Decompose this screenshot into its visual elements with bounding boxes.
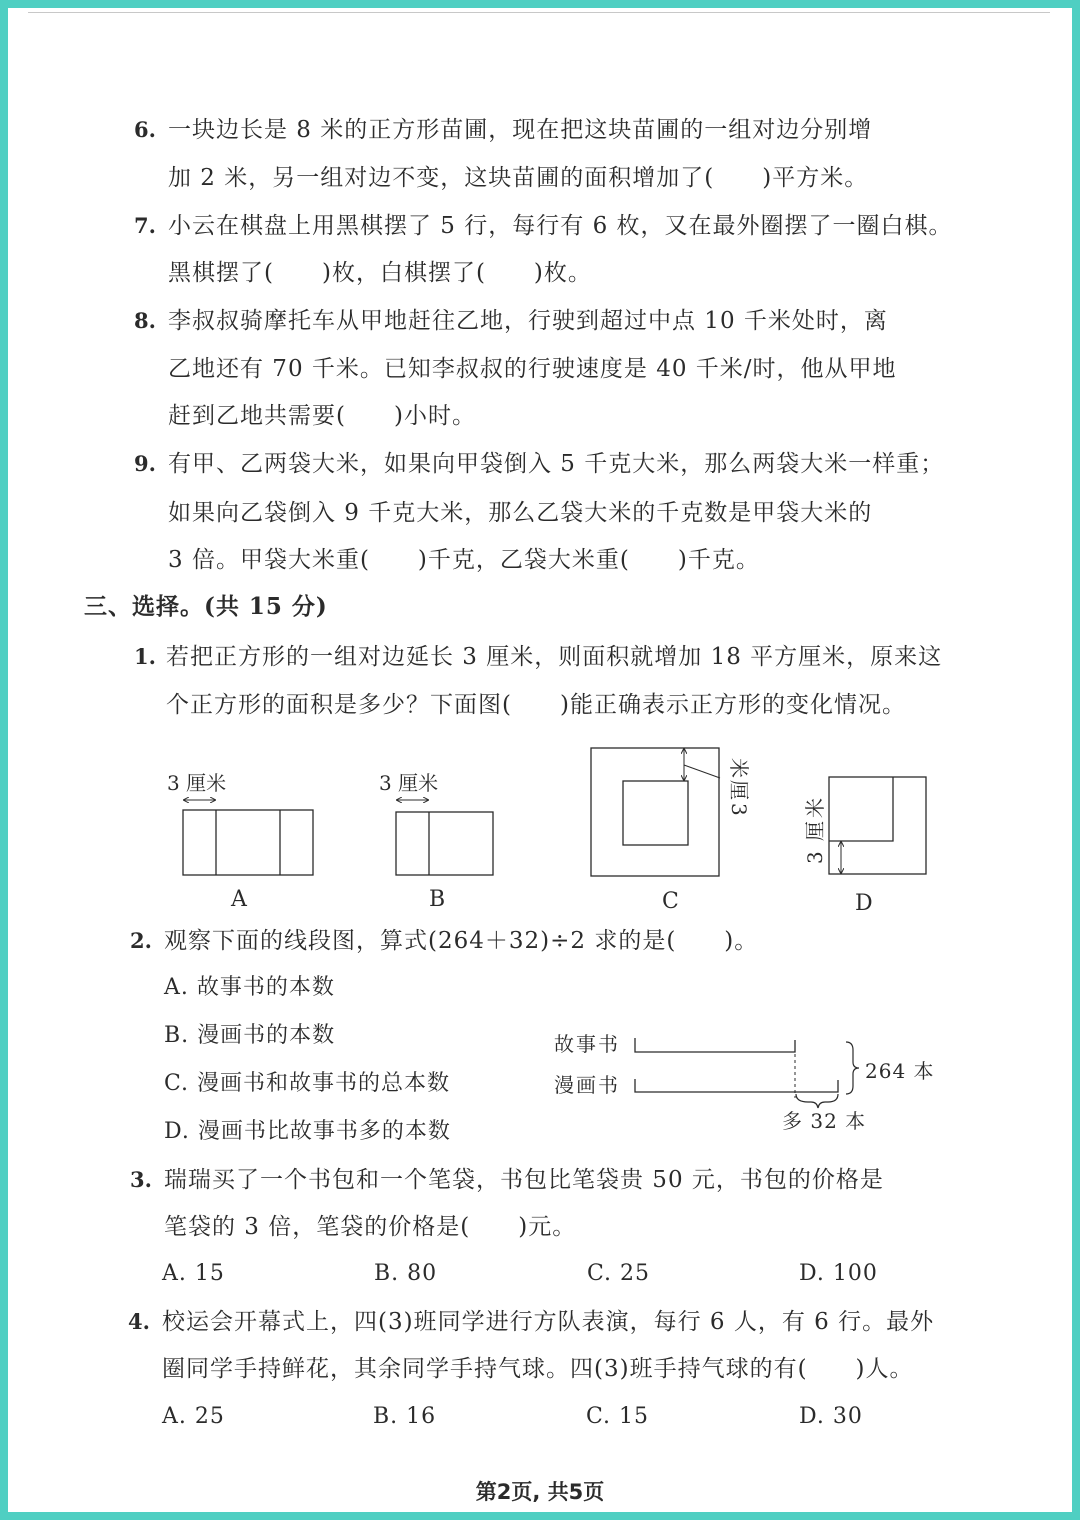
- choice-3-line-1: 瑞瑞买了一个书包和一个笔袋，书包比笔袋贵 50 元，书包的价格是: [164, 1167, 884, 1193]
- worksheet-page: [8, 8, 1072, 1512]
- figure-d-outer-square: [829, 777, 926, 874]
- figure-d-inner-square: [829, 777, 893, 841]
- choice-4-option-d: D. 30: [799, 1404, 863, 1429]
- question-8-line-2: 乙地还有 70 千米。已知李叔叔的行驶速度是 40 千米/时，他从甲地: [168, 356, 897, 382]
- question-9-line-1: 有甲、乙两袋大米，如果向甲袋倒入 5 千克大米，那么两袋大米一样重；: [168, 451, 945, 477]
- figure-a: [167, 771, 313, 912]
- question-8-line-3: 赶到乙地共需要( )小时。: [168, 403, 476, 429]
- choice-4-option-a: A. 25: [162, 1404, 225, 1429]
- choice-1-line-1: 若把正方形的一组对边延长 3 厘米，则面积就增加 18 平方厘米，原来这: [166, 644, 943, 670]
- choice-1-line-2: 个正方形的面积是多少？下面图( )能正确表示正方形的变化情况。: [166, 692, 906, 718]
- diagram-label-stories: 故事书: [554, 1032, 620, 1056]
- diagram-difference-label: 多 32 本: [782, 1109, 867, 1133]
- page-footer: 第2页, 共5页: [475, 1480, 605, 1504]
- choice-1-number: 1.: [134, 644, 156, 669]
- question-6-line-1: 一块边长是 8 米的正方形苗圃，现在把这块苗圃的一组对边分别增: [168, 117, 873, 143]
- figure-b-dim-label: 3 厘米: [379, 771, 439, 795]
- choice-4-line-2: 圈同学手持鲜花，其余同学手持气球。四(3)班手持气球的有( )人。: [162, 1356, 914, 1382]
- diagram-total-label: 264 本: [865, 1059, 935, 1083]
- figure-d-dim-char-3: 米: [803, 798, 827, 818]
- line-segment-diagram: [538, 1018, 958, 1133]
- choice-4-option-c: C. 15: [586, 1404, 650, 1429]
- choice-3-option-d: D. 100: [799, 1261, 878, 1286]
- choice-3-option-c: C. 25: [587, 1261, 651, 1286]
- choice-3-option-a: A. 15: [162, 1261, 225, 1286]
- figure-c: [591, 748, 751, 914]
- figure-d-label: D: [855, 891, 873, 916]
- figure-c-outer-square: [591, 748, 719, 876]
- figure-b-rect: [396, 812, 493, 875]
- diagram-total-brace: [846, 1042, 859, 1094]
- diagram-story-segment: [635, 1038, 795, 1052]
- question-7-line-1: 小云在棋盘上用黑棋摆了 5 行，每行有 6 枚，又在最外圈摆了一圈白棋。: [168, 213, 953, 239]
- question-9-number: 9.: [134, 451, 156, 476]
- diagram-label-comics: 漫画书: [554, 1073, 620, 1097]
- question-9-line-3: 3 倍。甲袋大米重( )千克，乙袋大米重( )千克。: [168, 547, 760, 573]
- question-8-number: 8.: [134, 308, 156, 333]
- figure-c-dim-char-2: 厘: [727, 780, 751, 800]
- figure-c-label: C: [662, 889, 679, 914]
- figure-c-dim-char-1: 3: [727, 803, 751, 816]
- question-6-number: 6.: [134, 117, 156, 142]
- choice-4-line-1: 校运会开幕式上，四(3)班同学进行方队表演，每行 6 人，有 6 行。最外: [162, 1309, 935, 1335]
- choice-3-option-b: B. 80: [374, 1261, 438, 1286]
- choice-4-number: 4.: [128, 1309, 150, 1334]
- choice-2-number: 2.: [130, 928, 152, 953]
- top-rule: [28, 12, 1050, 13]
- question-6-line-2: 加 2 米，另一组对边不变，这块苗圃的面积增加了( )平方米。: [168, 165, 869, 191]
- section-3-title: 三、选择。(共 15 分): [84, 593, 328, 620]
- question-9-line-2: 如果向乙袋倒入 9 千克大米，那么乙袋大米的千克数是甲袋大米的: [168, 500, 873, 526]
- figure-c-leader-line: [684, 765, 720, 778]
- choice-2-option-d: D. 漫画书比故事书多的本数: [164, 1119, 451, 1144]
- figure-d: [803, 777, 926, 916]
- figure-d-dim-char-1: 3: [803, 851, 827, 864]
- choice-2-option-a: A. 故事书的本数: [164, 975, 335, 1000]
- choice-3-line-2: 笔袋的 3 倍，笔袋的价格是( )元。: [164, 1214, 577, 1240]
- figure-a-dim-label: 3 厘米: [167, 771, 227, 795]
- square-change-figures: [8, 728, 1072, 918]
- choice-2-question: 观察下面的线段图，算式(264＋32)÷2 求的是( )。: [164, 928, 759, 954]
- choice-2-option-b: B. 漫画书的本数: [164, 1023, 336, 1048]
- diagram-difference-brace: [796, 1094, 838, 1108]
- question-8-line-1: 李叔叔骑摩托车从甲地赶往乙地，行驶到超过中点 10 千米处时，离: [168, 308, 888, 334]
- question-7-number: 7.: [134, 213, 156, 238]
- figure-c-dim-char-3: 米: [727, 758, 751, 778]
- choice-3-number: 3.: [130, 1167, 152, 1192]
- figure-a-rect: [183, 810, 313, 875]
- diagram-comic-segment: [635, 1079, 838, 1092]
- figure-b: [379, 771, 493, 912]
- question-7-line-2: 黑棋摆了( )枚，白棋摆了( )枚。: [168, 260, 592, 286]
- figure-c-inner-square: [623, 781, 688, 845]
- choice-2-option-c: C. 漫画书和故事书的总本数: [164, 1071, 451, 1096]
- figure-a-label: A: [231, 887, 247, 912]
- figure-d-dim-char-2: 厘: [803, 821, 827, 841]
- figure-b-label: B: [429, 887, 446, 912]
- choice-4-option-b: B. 16: [373, 1404, 437, 1429]
